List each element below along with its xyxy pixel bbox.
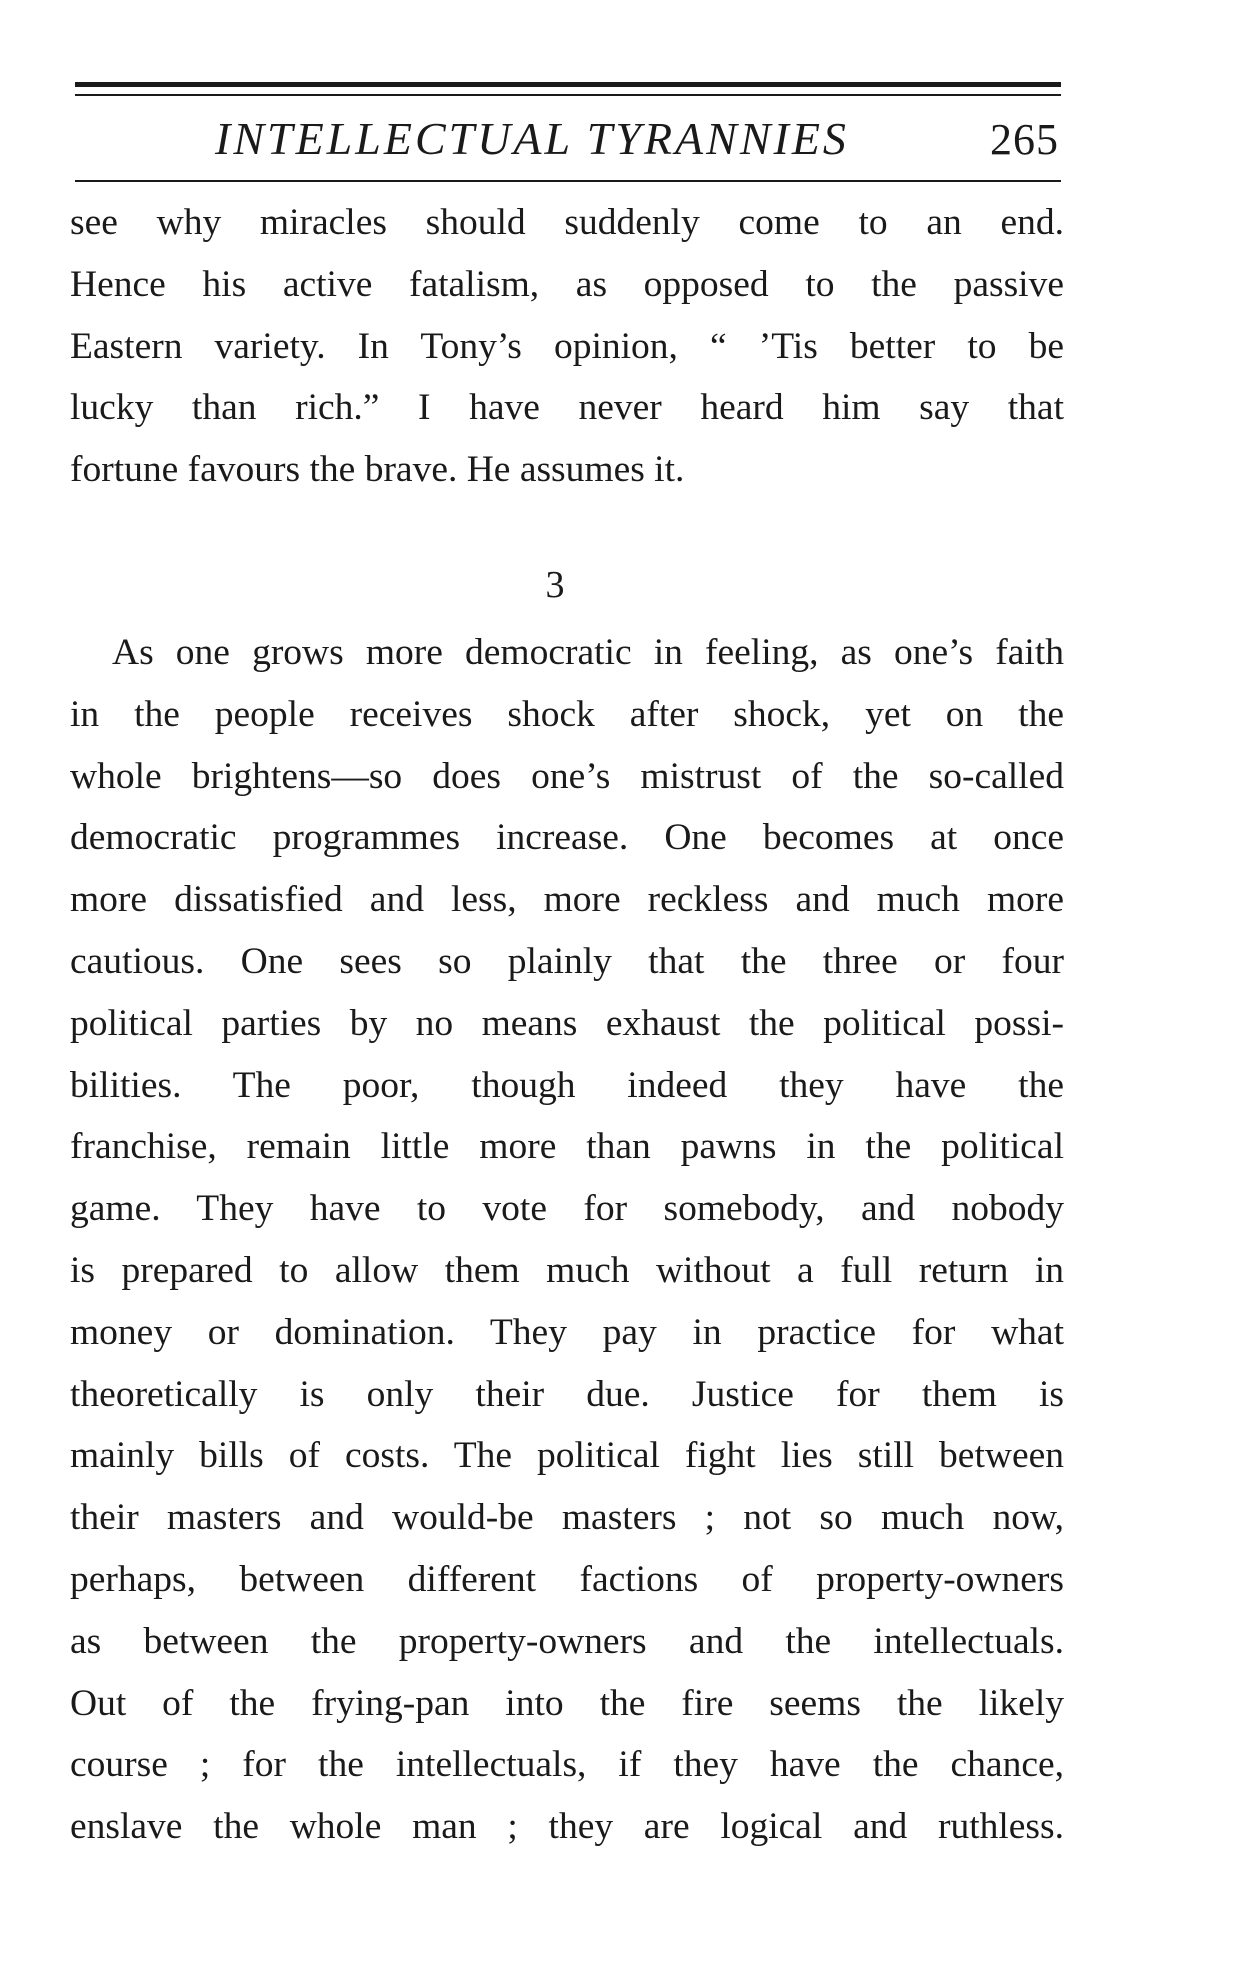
text-line: franchise, remain little more than pawns in the political: [70, 1126, 1064, 1168]
section-number: 3: [545, 564, 565, 606]
text-line: see why miracles should suddenly come to an end.: [70, 202, 1064, 243]
header-rule-thin: [75, 94, 1061, 96]
text-line: enslave the whole man ; they are logical and ruthless.: [70, 1806, 1064, 1848]
text-line: political parties by no means exhaust the political possi-: [70, 1002, 1064, 1044]
text-line: course ; for the intellectuals, if they have the chance,: [70, 1744, 1064, 1786]
header-rule-thick: [75, 82, 1061, 87]
text-line: bilities. The poor, though indeed they have the: [70, 1064, 1064, 1106]
text-line: whole brightens—so does one’s mistrust of the so-called: [70, 755, 1064, 797]
text-line: mainly bills of costs. The political fight lies still between: [70, 1435, 1064, 1477]
text-line: in the people receives shock after shock, yet on the: [70, 693, 1064, 735]
text-line: as between the property-owners and the intellectuals.: [70, 1620, 1064, 1662]
text-line: fortune favours the brave. He assumes it.: [70, 449, 685, 491]
paragraph-continued: [70, 192, 1064, 501]
running-head: [75, 108, 1061, 170]
text-line: more dissatisfied and less, more reckless and much more: [70, 879, 1064, 921]
text-line: Out of the frying-pan into the fire seems the likely: [70, 1682, 1064, 1724]
text-line: lucky than rich.” I have never heard him say that: [70, 387, 1064, 429]
header-rule-bottom: [75, 180, 1061, 182]
text-line: democratic programmes increase. One becomes at once: [70, 817, 1064, 859]
text-line: Hence his active fatalism, as opposed to the passive: [70, 263, 1064, 305]
text-line: Eastern variety. In Tony’s opinion, “ ’Tis better to be: [70, 325, 1064, 367]
page-number: 265: [990, 115, 1059, 164]
text-line: their masters and would-be masters ; not so much now,: [70, 1497, 1064, 1539]
text-line: money or domination. They pay in practice for what: [70, 1311, 1064, 1353]
text-line: perhaps, between different factions of property-owners: [70, 1558, 1064, 1600]
text-line: As one grows more democratic in feeling, as one’s faith: [112, 632, 1064, 673]
text-line: cautious. One sees so plainly that the three or four: [70, 940, 1064, 982]
text-line: is prepared to allow them much without a full return in: [70, 1249, 1064, 1291]
running-title: INTELLECTUAL TYRANNIES: [215, 113, 849, 164]
text-line: game. They have to vote for somebody, and nobody: [70, 1188, 1064, 1230]
paragraph-section-3: [70, 622, 1064, 1858]
text-line: theoretically is only their due. Justice for them is: [70, 1373, 1064, 1415]
